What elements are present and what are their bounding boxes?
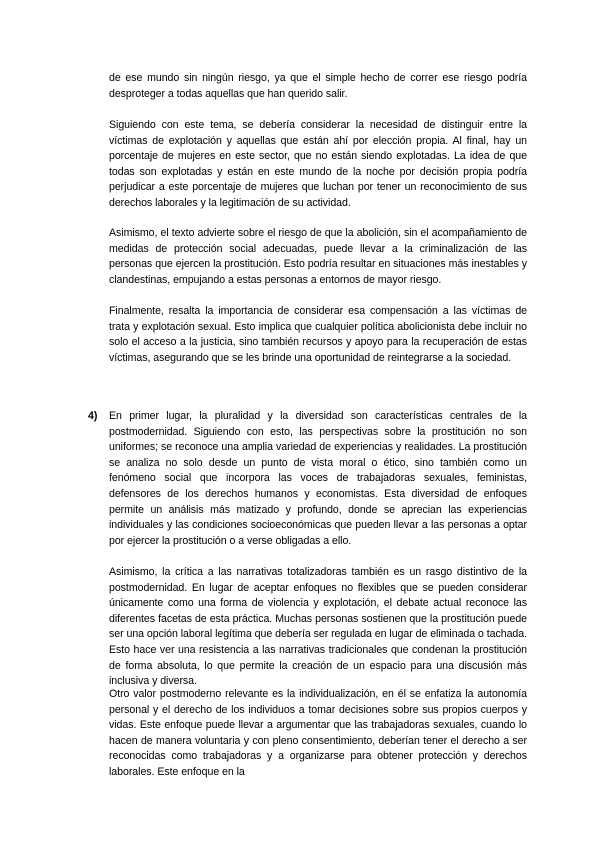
paragraph-individualization: Otro valor postmoderno relevante es la individualización, en él se enfatiza la autonomía personal y el derecho de los individuos a tomar decisiones sobre sus propios cuerpos y vidas. Este enfoque puede llevar a argumentar que las trabajadoras sexuales, cuando lo hacen de manera voluntaria y con pleno consentimiento, deberían tener el derecho a ser reconocidas como trabajadoras y a organizarse para obtener protección y derechos laborales. Este enfoque en la [109, 688, 527, 778]
paragraph-plurality: En primer lugar, la pluralidad y la diversidad son características centrales de la postmodernidad. Siguiendo con esto, las perspectivas sobre la prostitución no son uniformes; se reconoce una amplia variedad de experiencias y realidades. La prostitución se analiza no solo desde un punto de vista moral o ético, sino también como un fenómeno social que incorpora las voces de trabajadoras sexuales, feministas, defensores de los derechos humanos y economistas. Esta diversidad de enfoques permite un análisis más matizado y profundo, donde se aprecian las experiencias individuales y las condiciones socioeconómicas que pueden llevar a las personas a optar por ejercer la prostitución o a verse obligadas a ello. [109, 410, 527, 547]
paragraph-criminalization-risk: Asimismo, el texto advierte sobre el riesgo de que la abolición, sin el acompañamiento de medidas de protección social adecuadas, puede llevar a la criminalización de las personas que ejercen la prostitución. Esto podría resultar en situaciones más inestables y clandestinas, empujando a estas personas a entornos de mayor riesgo. [109, 227, 527, 286]
paragraph-victims-distinction: Siguiendo con este tema, se debería considerar la necesidad de distinguir entre la víctimas de explotación y aquellas que están ahí por elección propia. Al final, hay un porcentaje de mujeres en este sector, que no están siendo explotadas. La idea de que todas son explotadas y están en este mundo de la noche por decisión propia podría perjudicar a este porcentaje de mujeres que luchan por tener un reconocimiento de sus derechos laborales y la legitimación de su actividad. [109, 119, 527, 209]
paragraph-continuation: de ese mundo sin ningún riesgo, ya que el simple hecho de correr ese riesgo podría desproteger a todas aquellas que han querido salir. [109, 72, 527, 100]
paragraph-compensation: Finalmente, resalta la importancia de considerar esa compensación a las víctimas de trata y explotación sexual. Esto implica que cualquier política abolicionista debe incluir no solo el acceso a la justicia, sino también recursos y apoyo para la recuperación de estas víctimas, asegurando que se les brinde una oportunidad de reintegrarse a la sociedad. [109, 305, 527, 364]
section-number: 4) [88, 410, 98, 422]
paragraph-totalizing-narratives: Asimismo, la crítica a las narrativas totalizadoras también es un rasgo distintivo de la postmodernidad. En lugar de aceptar enfoques no flexibles que se pueden considerar únicamente como una forma de violencia y explotación, el debate actual reconoce las diferentes facetas de esta práctica. Muchas personas sostienen que la prostitución puede ser una opción laboral legítima que debería ser regulada en lugar de eliminada o tachada. Esto hace ver una resistencia a las narrativas tradicionales que condenan la prostitución de forma absoluta, lo que permite la creación de un espacio para una discusión más inclusiva y diversa. [109, 566, 527, 688]
